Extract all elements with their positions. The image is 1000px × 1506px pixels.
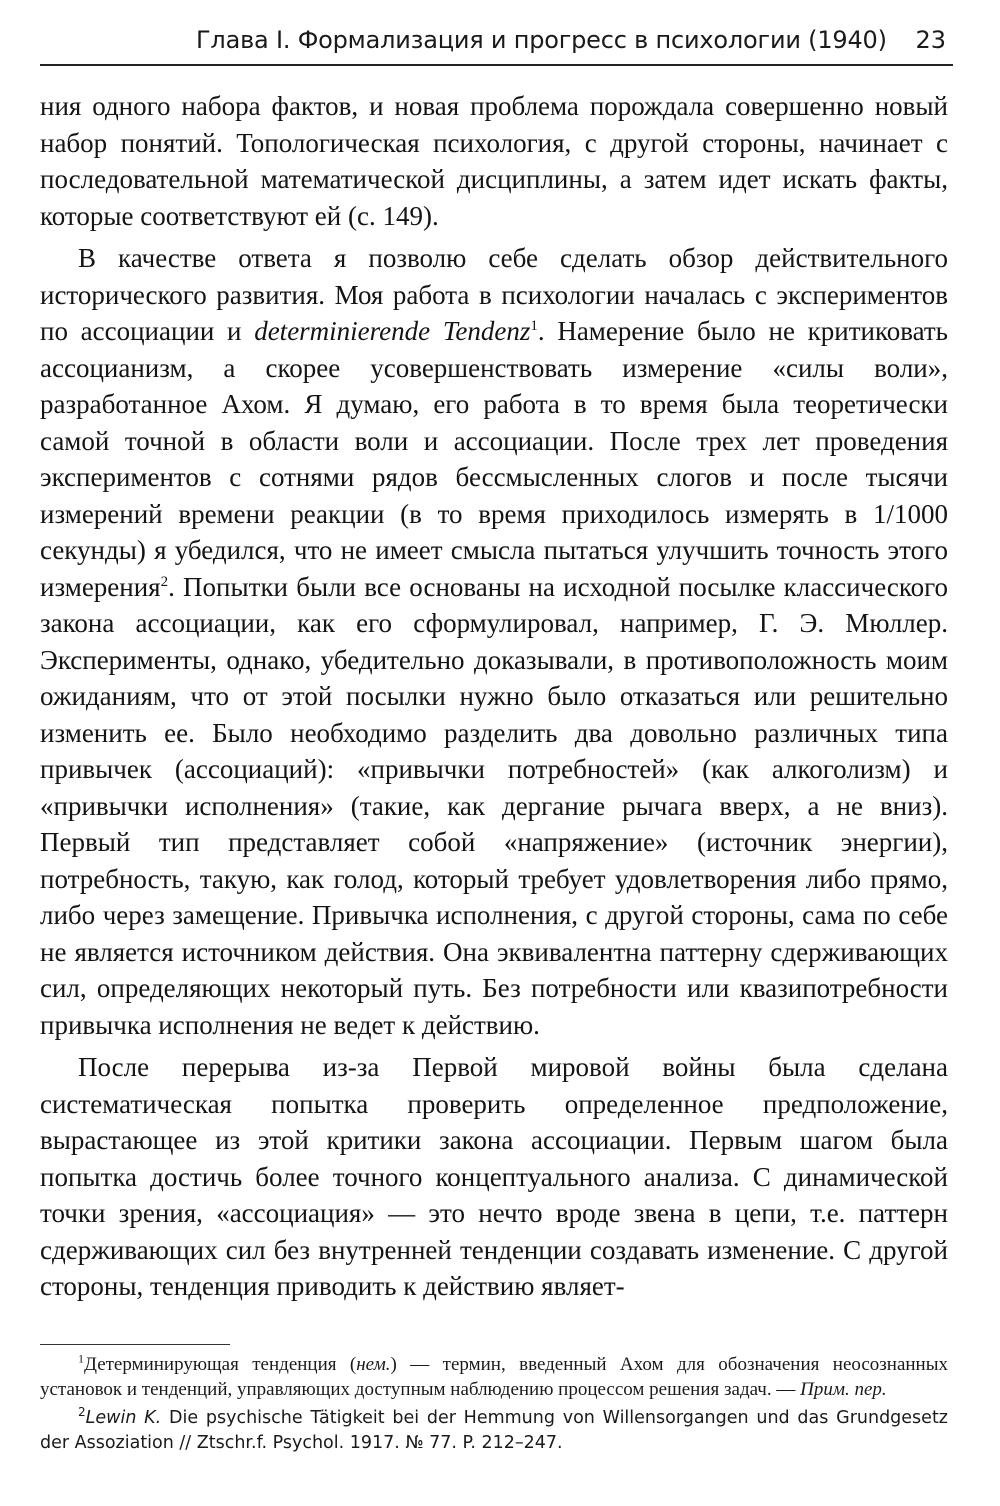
footnote-1-text-b: ) — термин, введенный Ахом для обозначения неосознанных установок и тенденций, управляющих доступным наблюдению процессом решения задач. — [40,1354,948,1400]
running-header [40,18,960,62]
footnotes [40,1352,948,1460]
paragraph-2 [40,240,948,1043]
page-number: 23 [915,26,946,54]
paragraph-2-part-a: В качестве ответа я позволю себе сделать обзор действительного исторического развития. Моя работа в психологии началась с экспериментов по ассоциации и [40,243,948,346]
footnote-2 [40,1406,948,1456]
paragraph-1: ния одного набора фактов, и новая проблема порождала совершенно новый набор понятий. Топологическая психология, с другой стороны, начинает с последовательной математической дисциплины, а затем идет искать факты, которые соответствуют ей (с. 149). [40,91,948,231]
footnote-2-text: Die psychische Tätigkeit bei der Hemmung von Willensorgangen und das Grundgesetz der Assoziation // Ztschr.f. Psychol. 1917. № 77. P. 212–247. [40,1408,948,1453]
footnote-1-lang: нем. [356,1354,391,1375]
footnote-rule [40,1344,230,1345]
footnote-ref-2[interactable]: 2 [160,573,169,590]
footnote-2-number: 2 [78,1405,86,1420]
paragraph-2-part-c: . Попытки были все основаны на исходной посылке классического закона ассоциации, как его сформулировал, например, Г. Э. Мюллер. Эксперименты, однако, убедительно доказывали, в противоположность моим ожиданиям, что от этой посылки нужно было отказаться или решительно изменить ее. Было необходимо разделить два довольно различных типа привычек (ассоциаций): «привычки потребностей» (как алкоголизм) и «привычки исполнения» (такие, как дергание рычага вверх, а не вниз). Первый тип представляет собой «напряжение» (источник энергии), потребность, такую, как голод, который требует удовлетворения либо прямо, либо через замещение. Привычка исполнения, с другой стороны, сама по себе не является источником действия. Она эквивалентна паттерну сдерживающих сил, определяющих некоторый путь. Без потребности или квазипотребности привычка исполнения не ведет к действию. [40,571,948,1040]
footnote-1-note: Прим. пер. [800,1379,887,1400]
footnote-1-text-a: Детерминирующая тенденция ( [84,1354,357,1375]
footnote-ref-1[interactable]: 1 [530,318,538,334]
footnote-1-number: 1 [78,1351,84,1366]
header-rule [40,64,953,66]
paragraph-2-part-b: . Намерение было не критиковать ассоцианизм, а скорее усовершенствовать измерение «силы воли», разработанное Ахом. Я думаю, его работа в то время была теоретически самой точной в области воли и ассоциации. После трех лет проведения экспериментов с сотнями рядов бессмысленных слогов и после тысячи измерений времени реакции (в то время приходилось измерять в 1/1000 секунды) я убедился, что не имеет смысла пытаться улучшить точность этого измерения [40,316,948,602]
italic-term: determinierende Tendenz [254,316,531,346]
chapter-title: Глава I. Формализация и прогресс в психологии (1940) [196,26,887,54]
paragraph-3: После перерыва из-за Первой мировой войны была сделана систематическая попытка проверить определенное предположение, вырастающее из этой критики закона ассоциации. Первым шагом была попытка достичь более точного концептуального анализа. С динамической точки зрения, «ассоциация» — это нечто вроде звена в цепи, т.е. паттерн сдерживающих сил без внутренней тенденции создавать изменение. С другой стороны, тенденция приводить к действию являет- [40,1052,948,1301]
main-text [40,88,948,1305]
footnote-2-author: Lewin K. [85,1408,162,1428]
footnote-1 [40,1352,948,1402]
